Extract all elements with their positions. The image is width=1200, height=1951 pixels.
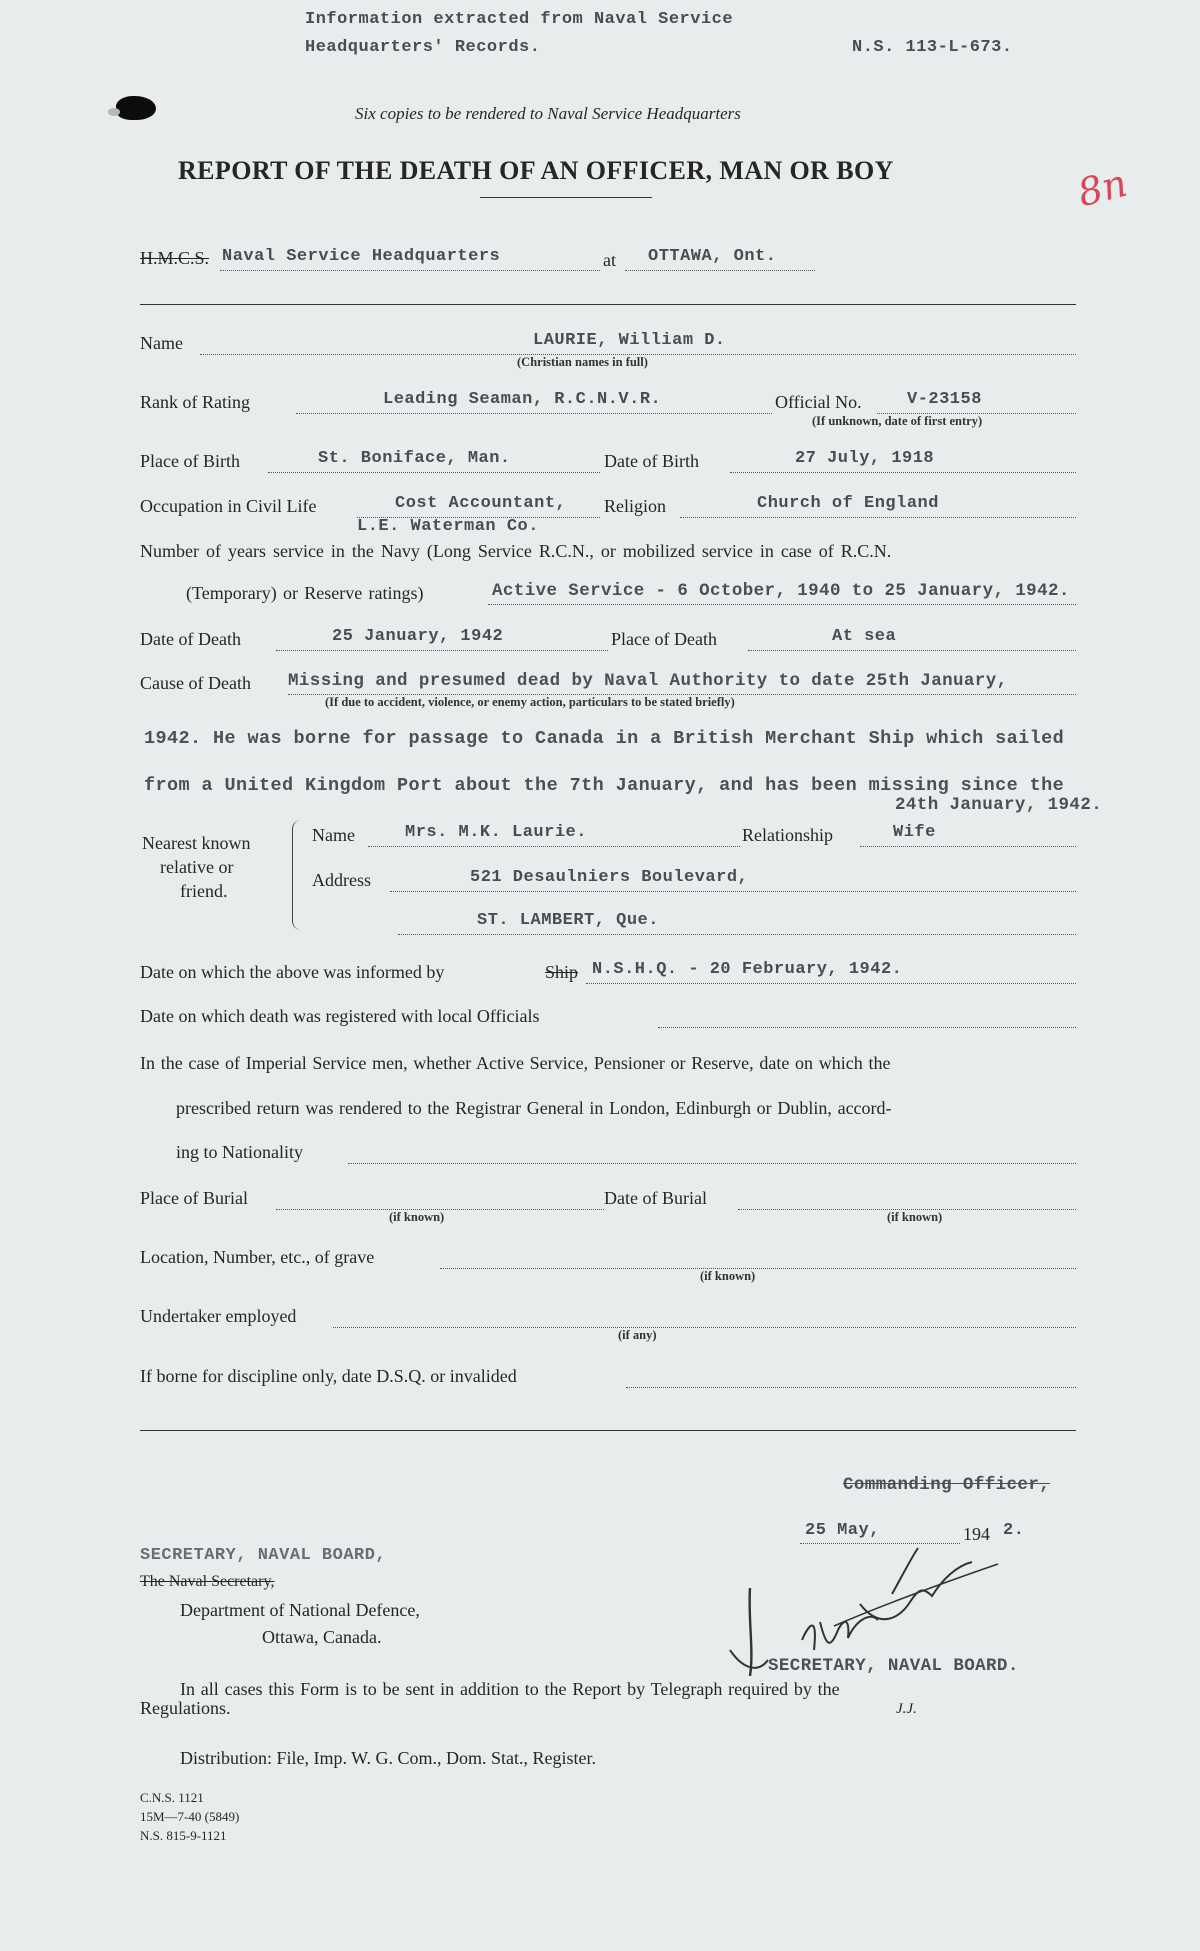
location-line (625, 270, 815, 271)
dob-line (730, 472, 1076, 473)
grave-hint: (if known) (700, 1269, 756, 1283)
religion-label: Religion (604, 496, 666, 516)
cause-value-1: Missing and presumed dead by Naval Authority to date 25th January, (288, 671, 1008, 691)
religion-line (680, 517, 1076, 518)
relative-label-2: relative or (160, 857, 234, 877)
dob-label: Date of Birth (604, 451, 699, 471)
informed-label: Date on which the above was informed by (140, 962, 445, 982)
copies-note: Six copies to be rendered to Naval Service Headquarters (355, 104, 741, 123)
rank-label: Rank of Rating (140, 392, 250, 412)
form-code-3: N.S. 815-9-1121 (140, 1828, 227, 1843)
notice-line-1: In all cases this Form is to be sent in addition to the Report by Telegraph required by the (180, 1679, 840, 1699)
address-line-2 (398, 934, 1076, 935)
commanding-officer-label: Commanding Officer, (843, 1475, 1051, 1495)
ship-line (220, 270, 600, 271)
ship-prefix: H.M.C.S. (140, 248, 210, 268)
pob-line (268, 472, 600, 473)
signature-year-prefix: 194 (963, 1524, 990, 1544)
signature-year-suffix: 2. (1003, 1521, 1025, 1540)
registered-label: Date on which death was registered with local Officials (140, 1006, 540, 1026)
informed-line (586, 983, 1076, 984)
official-hint: (If unknown, date of first entry) (812, 414, 983, 428)
margin-note: 8n (1073, 160, 1132, 216)
address-value-2: ST. LAMBERT, Que. (477, 911, 659, 930)
grave-label: Location, Number, etc., of grave (140, 1247, 375, 1267)
relative-label-1: Nearest known (142, 833, 251, 853)
religion-value: Church of England (757, 494, 939, 513)
imperial-line (348, 1163, 1076, 1164)
occupation-label: Occupation in Civil Life (140, 496, 317, 516)
cause-value-2: 1942. He was borne for passage to Canada in a British Merchant Ship which sailed (144, 728, 1065, 749)
relative-label-3: friend. (180, 881, 228, 901)
grave-line (440, 1268, 1076, 1269)
name-label: Name (140, 333, 183, 353)
relationship-line (860, 846, 1076, 847)
cause-value-4: 24th January, 1942. (895, 795, 1103, 815)
address-line-1 (390, 891, 1076, 892)
name-hint: (Christian names in full) (517, 355, 648, 369)
discipline-line (626, 1387, 1076, 1388)
burial-date-hint: (if known) (887, 1210, 943, 1224)
relative-name-value: Mrs. M.K. Laurie. (405, 823, 587, 842)
initials: J.J. (896, 1701, 917, 1717)
info-line-1: Information extracted from Naval Service (305, 10, 734, 29)
page-title: REPORT OF THE DEATH OF AN OFFICER, MAN OR BOY (178, 156, 894, 185)
official-label: Official No. (775, 392, 862, 412)
burial-place-hint: (if known) (389, 1210, 445, 1224)
undertaker-line (333, 1327, 1076, 1328)
informed-struck: Ship (545, 962, 579, 982)
relationship-value: Wife (893, 823, 936, 842)
relative-name-label: Name (312, 825, 355, 845)
divider-bottom (140, 1430, 1076, 1431)
burial-date-label: Date of Burial (604, 1188, 707, 1208)
official-value: V-23158 (907, 390, 982, 409)
punch-hole-edge (108, 108, 120, 116)
occupation-value: Cost Accountant, (395, 494, 567, 513)
divider-top (140, 304, 1076, 305)
cause-hint: (If due to accident, violence, or enemy action, particulars to be stated briefly) (325, 695, 735, 709)
pob-value: St. Boniface, Man. (318, 449, 511, 468)
rank-value: Leading Seaman, R.C.N.V.R. (383, 390, 662, 409)
discipline-label: If borne for discipline only, date D.S.Q. or invalided (140, 1366, 517, 1386)
secretary-typed: SECRETARY, NAVAL BOARD, (140, 1546, 387, 1565)
dod-value: 25 January, 1942 (332, 627, 504, 646)
pod-value: At sea (832, 627, 897, 646)
undertaker-label: Undertaker employed (140, 1306, 297, 1326)
info-line-2: Headquarters' Records. (305, 38, 541, 57)
imperial-line-3: ing to Nationality (176, 1142, 303, 1162)
registered-line (658, 1027, 1076, 1028)
service-line (488, 604, 1076, 605)
distribution: Distribution: File, Imp. W. G. Com., Dom. Stat., Register. (180, 1748, 597, 1768)
service-label-1: Number of years service in the Navy (Long Service R.C.N., or mobilized service in case of R.C.N. (140, 541, 892, 561)
ottawa: Ottawa, Canada. (262, 1627, 382, 1647)
imperial-line-2: prescribed return was rendered to the Registrar General in London, Edinburgh or Dublin, accord- (176, 1098, 892, 1118)
punch-hole (116, 96, 156, 120)
pod-label: Place of Death (611, 629, 717, 649)
ship-value: Naval Service Headquarters (222, 247, 501, 266)
service-value: Active Service - 6 October, 1940 to 25 January, 1942. (492, 581, 1070, 601)
at-label: at (603, 250, 616, 270)
address-label: Address (312, 870, 371, 890)
relative-brace (292, 820, 301, 930)
file-number: N.S. 113-L-673. (852, 38, 1013, 57)
cause-value-3: from a United Kingdom Port about the 7th January, and has been missing since the (144, 775, 1065, 796)
rank-line (296, 413, 772, 414)
undertaker-hint: (if any) (618, 1328, 657, 1342)
imperial-line-1: In the case of Imperial Service men, whether Active Service, Pensioner or Reserve, date on which the (140, 1053, 891, 1073)
form-code-1: C.N.S. 1121 (140, 1790, 204, 1805)
naval-secretary: The Naval Secretary, (140, 1573, 275, 1590)
relationship-label: Relationship (742, 825, 833, 845)
burial-place-label: Place of Burial (140, 1188, 248, 1208)
pob-label: Place of Birth (140, 451, 240, 471)
dod-label: Date of Death (140, 629, 241, 649)
name-value: LAURIE, William D. (533, 331, 726, 350)
notice-line-2: Regulations. (140, 1698, 231, 1718)
cause-label: Cause of Death (140, 673, 251, 693)
informed-value: N.S.H.Q. - 20 February, 1942. (592, 960, 903, 979)
title-underline (480, 197, 652, 198)
relative-name-line (368, 846, 740, 847)
ship-location: OTTAWA, Ont. (648, 247, 777, 266)
secretary-signature-label: SECRETARY, NAVAL BOARD. (768, 1656, 1019, 1676)
department: Department of National Defence, (180, 1600, 420, 1620)
pod-line (748, 650, 1076, 651)
dob-value: 27 July, 1918 (795, 449, 935, 468)
occupation-value-2: L.E. Waterman Co. (357, 517, 539, 536)
address-value-1: 521 Desaulniers Boulevard, (470, 868, 749, 887)
dod-line (276, 650, 608, 651)
signature-date-day: 25 May, (805, 1521, 880, 1540)
form-code-2: 15M—7-40 (5849) (140, 1809, 240, 1824)
service-label-2: (Temporary) or Reserve ratings) (186, 583, 424, 603)
